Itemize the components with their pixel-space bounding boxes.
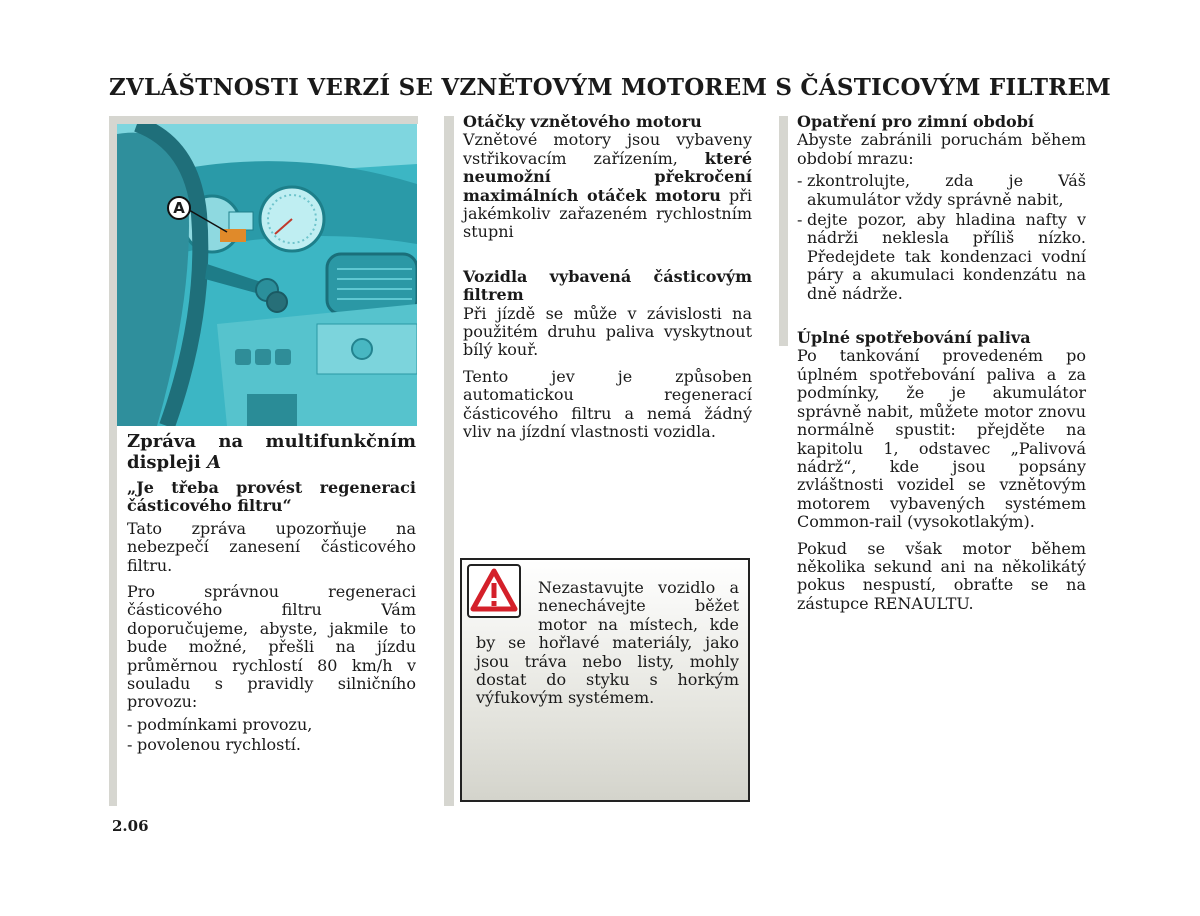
display-message-heading-text: Zpráva na multifunkčním displeji: [127, 431, 416, 473]
particle-filter-paragraph-1: Při jízdě se může v závislosti na použitém druhu paliva vyskytnout bílý kouř.: [463, 303, 752, 360]
dashboard-photo: [117, 124, 417, 426]
engine-speed-heading: Otáčky vznětového motoru: [463, 112, 702, 131]
column-band-right: [779, 116, 788, 346]
display-message-paragraph-1: Tato zpráva upozorňuje na nebezpečí zanesení částicového filtru.: [127, 518, 416, 575]
winter-list: [797, 172, 1086, 303]
list-item: - zkontrolujte, zda je Váš akumulátor vždy správně nabit,: [797, 172, 1086, 209]
page-title: ZVLÁŠTNOSTI VERZÍ SE VZNĚTOVÝM MOTOREM S ČÁSTICOVÝM FILTREM: [109, 74, 1111, 101]
column-right: [797, 113, 1086, 621]
list-item: - dejte pozor, aby hladina nafty v nádrži neklesla příliš nízko. Předejdete tak kondenzaci vodní páry a akumulaci kondenzátu na dně nádrže.: [797, 211, 1086, 303]
winter-heading: Opatření pro zimní období: [797, 112, 1034, 131]
display-message-list: [127, 716, 416, 755]
display-message-heading: [127, 431, 416, 473]
fuel-empty-paragraph-2: Pokud se však motor během několika sekund ani na několikátý pokus nespustí, obraťte se na zástupce RENAULTU.: [797, 538, 1086, 613]
column-left: [127, 431, 416, 763]
engine-speed-text-a: Vznětové motory jsou vybaveny vstřikovacím zařízením,: [463, 130, 752, 168]
column-band-left: [109, 116, 117, 806]
winter-paragraph: Abyste zabránili poruchám během období mrazu:: [797, 130, 1086, 168]
fuel-empty-paragraph-1: Po tankování provedeném po úplném spotřebování paliva a za podmínky, že je akumulátor správně nabit, můžete motor znovu normálně spustit: přejděte na kapitolu 1, odstavec „Palivová nádrž“, kde jsou popsány zvláštnosti vozidel se vznětovým motorem vybavených systémem Common-rail (vysokotlakým).: [797, 346, 1086, 532]
column-middle: [463, 113, 752, 450]
callout-a-marker: [167, 196, 191, 220]
engine-speed-text-bold: které neumožní překročení maximálních otáček motoru: [463, 148, 752, 205]
warning-text: Nezastavujte vozidlo a nenechávejte běžet motor na místech, kde by se hořlavé materiály, jako jsou tráva nebo listy, mohly dostat do styku s horkým výfukovým systémem.: [476, 578, 739, 708]
column-band-middle: [444, 116, 454, 806]
list-item: - povolenou rychlostí.: [127, 736, 416, 754]
warning-box: [460, 558, 750, 802]
particle-filter-paragraph-2: Tento jev je způsoben automatickou regenerací částicového filtru a nemá žádný vliv na jízdní vlastnosti vozidla.: [463, 366, 752, 442]
engine-speed-paragraph: [463, 131, 752, 241]
particle-filter-heading: Vozidla vybavená částicovým filtrem: [463, 266, 752, 305]
display-message-quote: „Je třeba provést regeneraci částicového filtru“: [127, 478, 416, 516]
display-message-paragraph-2: Pro správnou regeneraci částicového filtru Vám doporučujeme, abyste, jakmile to bude možné, přešli na jízdu průměrnou rychlostí 80 km/h v souladu s pravidly silničního provozu:: [127, 582, 416, 712]
list-item: - podmínkami provozu,: [127, 716, 416, 734]
fuel-empty-heading: Úplné spotřebování paliva: [797, 328, 1031, 348]
column-band-top: [109, 116, 418, 124]
callout-a-label: A: [173, 199, 185, 217]
warning-text-block: [476, 579, 739, 708]
engine-speed-text-b: při jakémkoliv zařazeném rychlostním stupni: [463, 185, 752, 242]
dashboard-illustration: [117, 124, 417, 426]
display-message-heading-letter: A: [207, 452, 222, 473]
page-number: 2.06: [112, 817, 149, 835]
